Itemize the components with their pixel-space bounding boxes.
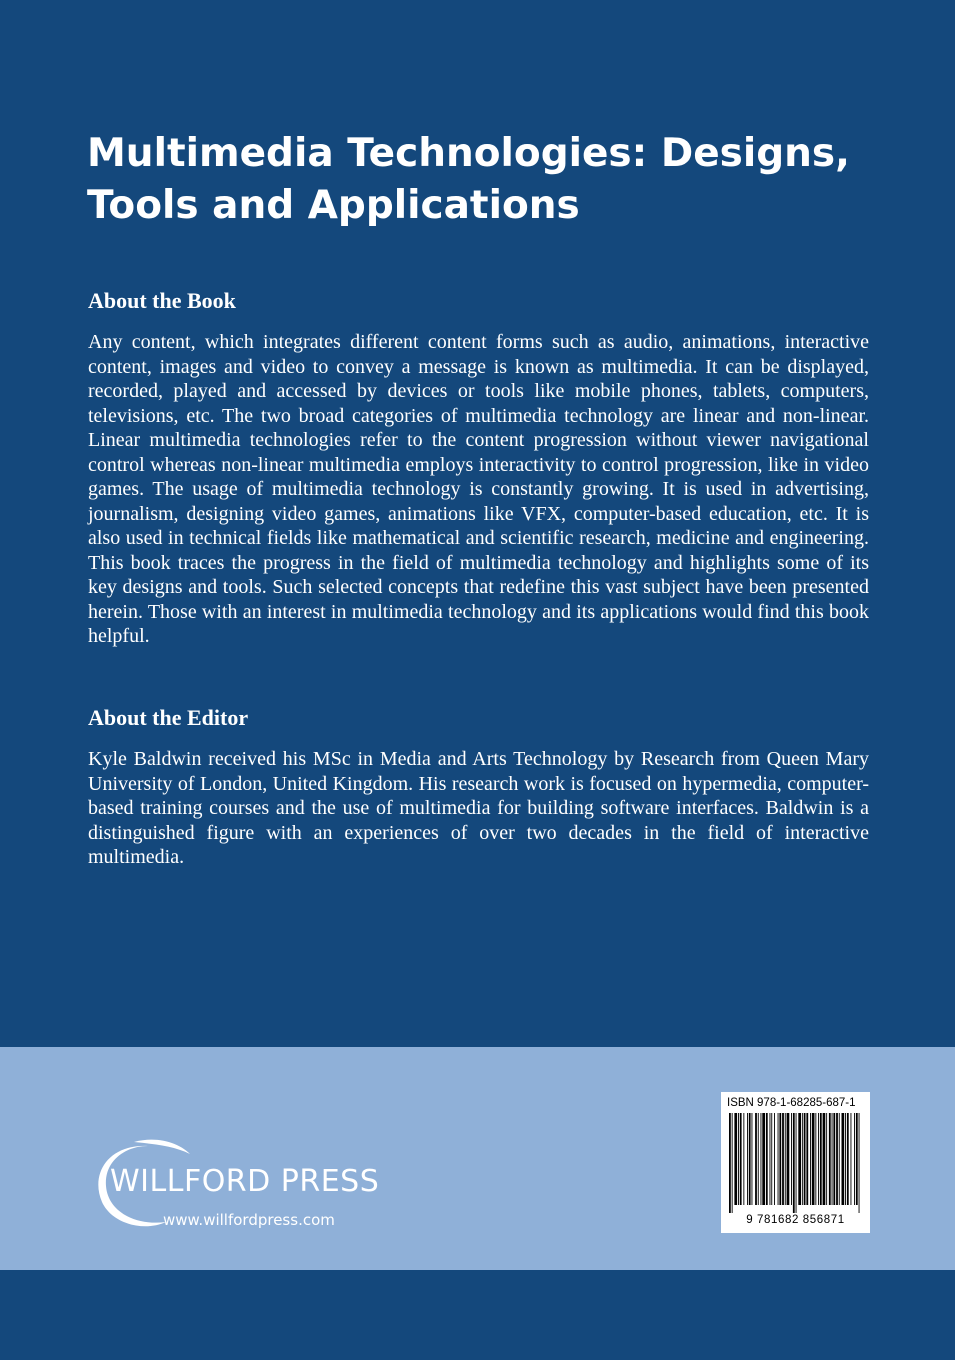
barcode-bar xyxy=(766,1113,768,1205)
barcode-bar xyxy=(747,1113,748,1205)
barcode-bar xyxy=(758,1113,759,1205)
barcode-bar xyxy=(762,1113,765,1205)
isbn-label: ISBN 978-1-68285-687-1 xyxy=(727,1097,856,1109)
barcode-bar xyxy=(785,1113,786,1205)
barcode-bar xyxy=(787,1113,790,1205)
barcode-bar xyxy=(826,1113,827,1205)
about-book-text: Any content, which integrates different content forms such as audio, animations, interactive content, images and video to convey a message is known as multimedia. It can be displayed, recorded, played and accessed by devices or tools like mobile phones, tablets, computers, televisions, etc. The two broad categories of multimedia technology are linear and non-linear. Linear multimedia technologies refer to the content progression without viewer navigational control whereas non-linear multimedia employs interactivity to control progression, like in video games. The usage of multimedia technology is constantly growing. It is used in advertising, journalism, designing video games, animations like VFX, computer-based education, etc. It is also used in technical fields like mathematical and scientific research, medicine and engineering. This book traces the progress in the field of multimedia technology and highlights some of its key designs and tools. Such selected concepts that redefine this vast subject have been presented herein. Those with an interest in multimedia technology and its applications would find this book helpful. xyxy=(88,331,869,647)
barcode-bar xyxy=(839,1113,840,1205)
barcode-bar xyxy=(804,1113,806,1205)
barcode-bar xyxy=(836,1113,838,1205)
barcode-bar xyxy=(847,1113,849,1205)
barcode-panel xyxy=(721,1092,870,1233)
barcode-bar xyxy=(771,1113,772,1205)
barcode-bar xyxy=(859,1113,860,1213)
barcode-bar xyxy=(755,1113,757,1205)
barcode-bar xyxy=(815,1113,816,1205)
barcode-bar xyxy=(812,1113,815,1205)
barcode-bar xyxy=(823,1113,826,1205)
barcode-bar xyxy=(749,1113,751,1205)
barcode-bar xyxy=(832,1113,833,1205)
barcode-bar xyxy=(734,1113,737,1205)
barcode-digits: 9 781682 856871 xyxy=(746,1214,845,1226)
barcode-bar xyxy=(752,1113,753,1205)
publisher-url: www.willfordpress.com xyxy=(163,1211,335,1229)
book-title: Multimedia Technologies: Designs, Tools and Applications xyxy=(87,131,850,228)
barcode-bar xyxy=(779,1113,781,1205)
barcode-bar xyxy=(810,1113,811,1205)
barcode-bar xyxy=(842,1113,845,1205)
about-book-heading: About the Book xyxy=(88,288,236,313)
barcode-bar xyxy=(774,1113,775,1205)
barcode-bar xyxy=(761,1113,762,1205)
barcode-bar xyxy=(732,1113,733,1213)
barcode-bar xyxy=(851,1113,852,1205)
barcode-bar xyxy=(796,1113,797,1213)
barcode-bar xyxy=(818,1113,819,1205)
barcode-bar xyxy=(833,1113,835,1205)
barcode-bar xyxy=(793,1113,795,1213)
barcode-icon xyxy=(729,1113,861,1213)
barcode-bar xyxy=(845,1113,846,1205)
barcode-bar xyxy=(729,1113,731,1213)
barcode-bar xyxy=(806,1113,808,1205)
barcode-bar xyxy=(770,1113,771,1205)
about-editor-heading: About the Editor xyxy=(88,705,249,730)
barcode-bar xyxy=(854,1113,855,1205)
about-editor-text: Kyle Baldwin received his MSc in Media and Arts Technology by Research from Queen Mary University of London, United Kingdom. His research work is focused on hypermedia, computer-based training courses and the use of multimedia for building software interfaces. Baldwin is a distinguished figure with an experiences of over two decades in the field of interactive multimedia. xyxy=(88,748,869,868)
barcode-bar xyxy=(802,1113,803,1205)
barcode-bar xyxy=(740,1113,742,1205)
barcode-bar xyxy=(743,1113,744,1205)
barcode-bar xyxy=(791,1113,792,1205)
barcode-bar xyxy=(738,1113,739,1205)
barcode-bar xyxy=(798,1113,801,1205)
barcode-bar xyxy=(820,1113,822,1205)
barcode-bar xyxy=(829,1113,831,1205)
barcode-bar xyxy=(856,1113,858,1205)
barcode-bar xyxy=(778,1113,779,1205)
barcode-bar xyxy=(782,1113,784,1205)
publisher-name: WILLFORD PRESS xyxy=(110,1164,380,1199)
